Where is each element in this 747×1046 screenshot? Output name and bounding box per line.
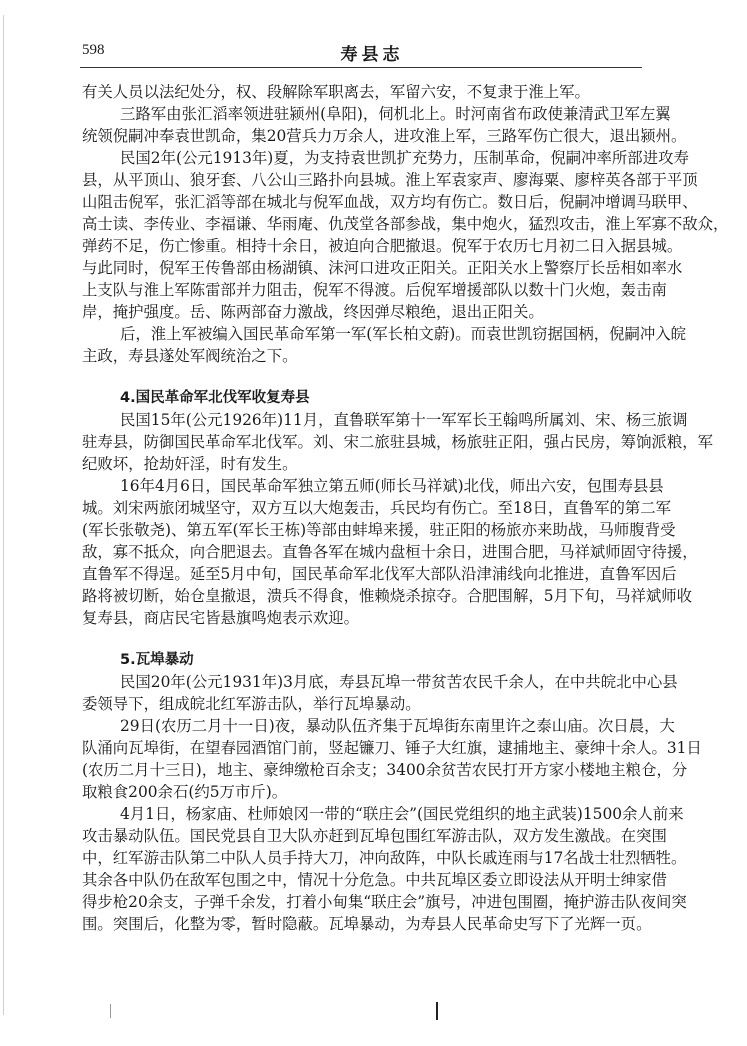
text-line: 得步枪20余支，子弹千余发，打着小甸集“联庄会”旗号，冲进包围圈，掩护游击队夜间突 <box>82 893 687 911</box>
text-line: 岸，掩护强度。岳、陈两部奋力激战，终因弹尽粮绝，退出正阳关。 <box>82 303 544 321</box>
text-line: 中，红军游击队第二中队人员手持大刀，冲向敌阵，中队长戚连雨与17名战士壮烈牺牲。 <box>82 849 687 867</box>
text-line: 民国15年(公元1926年)11月，直鲁联军第十一军军长王翰鸣所属刘、宋、杨三旅调 <box>120 411 688 429</box>
section-gap <box>82 629 638 649</box>
text-line: 主政，寿县遂处军阀统治之下。 <box>82 347 298 365</box>
text-line: 复寿县，商店民宅皆悬旗鸣炮表示欢迎。 <box>82 609 360 627</box>
text-line: 城。刘宋两旅闭城坚守，双方互以大炮轰击，兵民均有伤亡。至18日，直鲁军的第二军 <box>82 499 672 517</box>
paragraph <box>82 409 714 475</box>
text-line: 委领导下，组成皖北红军游击队，举行瓦埠暴动。 <box>82 695 421 713</box>
text-line: 路将被切断，始仓皇撤退，溃兵不得食，惟赖烧杀掠夺。合肥围解，5月下旬，马祥斌师收 <box>82 587 693 605</box>
text-line: (军长张敬尧)、第五军(军长王栋)等部由蚌埠来援，驻正阳的杨旅亦来助战，马师腹背受 <box>82 521 676 539</box>
text-line: 民国2年(公元1913年)夏，为支持袁世凯扩充势力，压制革命，倪嗣冲率所部进攻寿 <box>120 149 689 167</box>
paragraph <box>82 147 729 323</box>
text-line: 民国20年(公元1931年)3月底，寿县瓦埠一带贫苦农民千余人，在中共皖北中心县 <box>120 673 678 691</box>
text-line: 与此同时，倪军王传鲁部由杨湖镇、沫河口进攻正阳关。正阳关水上警察厅长岳相如率水 <box>82 259 683 277</box>
page-header <box>80 38 642 66</box>
page-body <box>82 81 729 935</box>
running-title: 寿县志 <box>340 45 404 65</box>
text-line: 29日(农历二月十一日)夜，暴动队伍齐集于瓦埠街东南里许之泰山庙。次日晨，大 <box>120 717 675 735</box>
paragraph <box>82 803 687 935</box>
page-number: 598 <box>82 42 105 58</box>
paragraph <box>82 475 698 629</box>
paragraph <box>82 103 687 147</box>
paragraph <box>82 671 678 715</box>
text-line: (农历二月十三日)，地主、豪绅缴枪百余支；3400余贫苦农民打开方家小楼地主粮仓，分 <box>82 761 688 779</box>
text-line: 上支队与淮上军陈雷部并力阻击，倪军不得渡。后倪军增援部队以数十门火炮，轰击南 <box>82 281 667 299</box>
paragraph <box>82 715 702 803</box>
scan-mark <box>436 1002 438 1020</box>
text-line: 敌，寡不抵众，向合肥退去。直鲁各军在城内盘桓十余日，进围合肥，马祥斌师固守待援， <box>82 543 698 561</box>
section-gap <box>82 367 638 387</box>
scan-artifacts <box>0 1000 747 1020</box>
text-line: 有关人员以法纪处分，权、段解除军职离去，军留六安，不复隶于淮上军。 <box>82 83 590 101</box>
text-line: 统领倪嗣冲奉袁世凯命，集20营兵力万余人，进攻淮上军，三路军伤亡很大，退出颍州。 <box>82 127 687 145</box>
text-line: 纪败坏，抢劫奸淫，时有发生。 <box>82 455 298 473</box>
scan-mark <box>110 1004 111 1018</box>
text-line: 围。突围后，化整为零，暂时隐蔽。瓦埠暴动，为寿县人民革命史写下了光辉一页。 <box>82 915 652 933</box>
text-line: 山阻击倪军，张汇滔等部在城北与倪军血战，双方均有伤亡。数日后，倪嗣冲增调马联甲、 <box>82 193 698 211</box>
text-line: 4月1日，杨家庙、杜师娘冈一带的“联庄会”(国民党组织的地主武装)1500余人前来 <box>120 805 684 823</box>
text-line: 取粮食200余石(约5万市斤)。 <box>82 783 288 801</box>
text-line: 高士读、李传业、李福谦、华雨庵、仇茂堂各部参战，集中炮火，猛烈攻击，淮上军寡不敌众， <box>82 215 729 233</box>
text-line: 其余各中队仍在敌军包围之中，情况十分危急。中共瓦埠区委立即设法从开明士绅家借 <box>82 871 667 889</box>
text-line: 队涌向瓦埠街，在望春园酒馆门前，竖起镰刀、锤子大红旗，逮捕地主、豪绅十余人。31日 <box>82 739 702 757</box>
text-line: 县，从平顶山、狼牙套、八公山三路扑向县城。淮上军袁家声、廖海粟、廖梓英各部于平顶 <box>82 171 698 189</box>
text-line: 16年4月6日，国民革命军独立第五师(师长马祥斌)北伐，师出六安，包围寿县县 <box>120 477 664 495</box>
text-line: 后，淮上军被编入国民革命军第一军(军长柏文蔚)。而袁世凯窃据国柄，倪嗣冲入皖 <box>120 325 687 343</box>
text-line: 攻击暴动队伍。国民党县自卫大队亦赶到瓦埠包围红军游击队，双方发生激战。在突围 <box>82 827 667 845</box>
scan-edge <box>3 15 4 1015</box>
text-line: 三路军由张汇滔率领进驻颍州(阜阳)，伺机北上。时河南省布政使兼清武卫军左翼 <box>120 105 671 123</box>
text-line: 弹药不足，伤亡惨重。相持十余日，被迫向合肥撤退。倪军于农历七月初二日入据县城。 <box>82 237 683 255</box>
header-rule <box>80 67 642 68</box>
text-line: 驻寿县，防御国民革命军北伐军。刘、宋二旅驻县城，杨旅驻正阳，强占民房，筹饷派粮，军 <box>82 433 714 451</box>
paragraph <box>82 81 638 103</box>
text-line: 直鲁军不得逞。延至5月中旬，国民革命军北伐军大部队沿津浦线向北推进，直鲁军因后 <box>82 565 677 583</box>
section-heading: 4.国民革命军北伐军收复寿县 <box>120 390 310 406</box>
paragraph <box>82 323 687 367</box>
section-heading: 5.瓦埠暴动 <box>120 652 194 668</box>
